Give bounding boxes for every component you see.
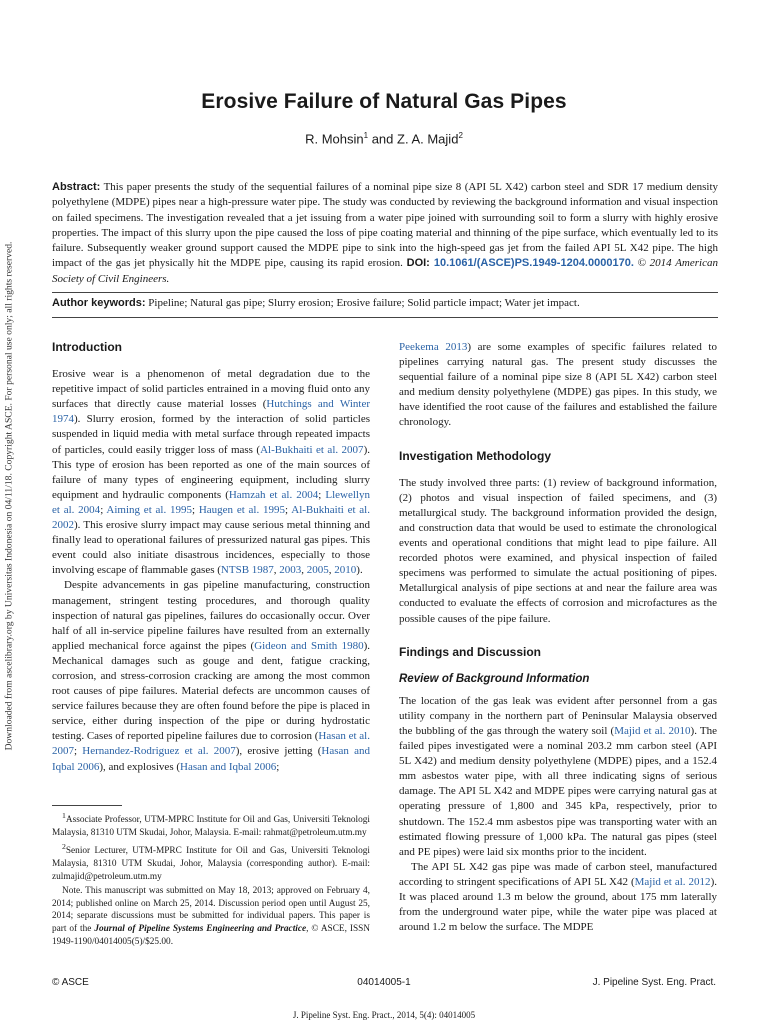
text: ;	[74, 745, 83, 758]
footnote-divider	[52, 805, 122, 806]
manuscript-note	[52, 885, 370, 948]
download-watermark	[2, 236, 16, 756]
copyright-notice: © 2014 American Society of Civil Engineers.	[52, 257, 718, 285]
citation-link[interactable]: Al-Bukhaiti et al. 2002	[52, 503, 370, 532]
author-line	[0, 131, 768, 146]
download-watermark-text: Downloaded from ascelibrary.org by Universitas Indonesia on 04/11/18. Copyright ASCE. For personal use only; all rights reserved.	[3, 241, 15, 751]
text: ;	[276, 760, 280, 773]
text: ). It was placed around 1.3 m below the ground, about 175 mm laterally from the underground water pipe, while the water pipe was placed at around 1.2 m below the surface. The MDPE	[399, 875, 717, 934]
author-keywords	[52, 297, 718, 309]
citation-link[interactable]: 2005	[306, 564, 329, 577]
text: ). This type of erosion has been reported as one of the main sources of failure of many types of engineering equipment, including slurry equipment and hydraulic components (	[52, 443, 370, 501]
page-citation: J. Pipeline Syst. Eng. Pract., 2014, 5(4): 04014005	[292, 1010, 476, 1020]
intro-paragraph-2	[52, 578, 370, 774]
text: ;	[285, 503, 292, 516]
text: Erosive wear is a phenomenon of metal degradation due to the repetitive impact of solid particles entrained in a moving fluid onto any surfaces that directly cause material losses (	[52, 368, 370, 411]
text: ). The failed pipes investigated were a nominal 203.2 mm carbon steel (API 5L X42) and medium density polyethylene (MDPE) pipes, and a 152.4 mm asbestos water pipe, with all three indicating signs of serious damage. The API 5L X42 and MDPE pipes were carrying natural gas at operating pressure of 1,800 and 345 kPa, respectively, prior to shutdown. The 152.4 mm asbestos pipe was transporting water with an estimated flowing pressure of 1,000 kPa. The natural gas pipes (steel and PE pipes) were laid six months prior to the incident.	[399, 724, 717, 858]
citation-link[interactable]: 2003	[279, 564, 302, 577]
footnote-2-marker: 2	[62, 842, 66, 852]
text: , © ASCE, ISSN 1949-1190/04014005(5)/$25.00.	[52, 923, 371, 947]
footnote-1-text: Associate Professor, UTM-MPRC Institute for Oil and Gas, Universiti Teknologi Malaysia, 81310 UTM Skudai, Johor, Malaysia. E-mail: rahmat@petroleum.utm.my	[52, 815, 370, 838]
citation-link[interactable]: Hernandez-Rodriguez et al. 2007	[82, 745, 236, 758]
text: The API 5L X42 gas pipe was made of carbon steel, manufactured according to stringent specifications of API 5L X42 (	[399, 860, 717, 888]
abstract-label: Abstract:	[52, 181, 101, 193]
text: ;	[100, 503, 107, 516]
citation-link[interactable]: Majid et al. 2012	[634, 875, 711, 888]
abstract-text: This paper presents the study of the sequential failures of a nominal pipe size 8 (API 5L X42) carbon steel and SDR 17 medium density polyethylene (MDPE) pipes near a high-pressure water pipe. The study was conducted by reviewing the background information and visual inspection on failed specimens. The investigation revealed that a jet issuing from a water pipe joined with surrounding soil to form a slurry with highly erosive properties. The impact of this slurry upon the pipe caused the loss of pipe coating material and thinning of the pipe surface, which eventually led to its failure. Subsequently weaker ground support caused the MDPE pipe to sink into the high-speed gas jet from the failed API 5L X42 pipe. The high impact of the gas jet physically hit the MDPE pipe, causing its rapid erosion.	[52, 181, 718, 270]
citation-link[interactable]: Hasan et al. 2007	[52, 730, 370, 758]
citation-link[interactable]: Hutchings and Winter 1974	[52, 398, 370, 426]
footnote-1	[52, 810, 370, 839]
review-paragraph-2	[399, 860, 717, 935]
footer-page-id: 04014005-1	[357, 977, 411, 988]
citation-link[interactable]: Al-Bukhaiti et al. 2007	[260, 443, 364, 456]
text: Despite advancements in gas pipeline manufacturing, construction management, stringent testing procedures, and thorough quality inspection of natural gas pipelines, failures do occasionally occur. Over half of all in-service pipeline failures have resulted from an externally applied mechanical force against the pipes (	[52, 579, 370, 652]
keywords-label: Author keywords:	[52, 297, 146, 309]
abstract	[52, 180, 718, 287]
doi-label: DOI:	[406, 257, 430, 270]
continued-paragraph	[399, 340, 717, 431]
keywords-divider	[52, 317, 718, 318]
citation-link[interactable]: Aiming et al. 1995	[106, 503, 192, 516]
text: ;	[192, 503, 199, 516]
text: Note. This manuscript was submitted on May 18, 2013; approved on February 4, 2014; published online on March 25, 2014. Discussion period open until August 25, 2014; separate discussions must be submitted for individual papers. This paper is part of the	[52, 886, 370, 934]
citation-link[interactable]: 2010	[334, 564, 357, 577]
text: ). Slurry erosion, formed by the interaction of solid particles suspended in liquid media with metal surface through repeated impacts of particles, could easily trigger loss of mass (	[52, 413, 370, 456]
text: ) are some examples of specific failures related to pipelines carrying natural gas. The present study discusses the sequential failure of a nominal pipe size 8 (API 5L X42) carbon steel and medium density polyethylene (MDPE) gas pipes. In this study, we have identified the root cause of the failures and established the failure chronology.	[399, 341, 717, 429]
citation-link[interactable]: Hasan and Iqbal 2006	[180, 760, 277, 773]
citation-link[interactable]: NTSB 1987	[220, 564, 274, 577]
footer-journal: J. Pipeline Syst. Eng. Pract.	[592, 977, 716, 988]
footnote-2	[52, 841, 370, 883]
article-title: Erosive Failure of Natural Gas Pipes	[201, 90, 567, 113]
text: ;	[318, 488, 326, 501]
right-column	[399, 340, 717, 935]
author-1: R. Mohsin	[305, 131, 364, 147]
citation-link[interactable]: Hamzah et al. 2004	[228, 488, 319, 501]
journal-name: Journal of Pipeline Systems Engineering and Practice	[94, 923, 307, 934]
footer-publisher: © ASCE	[52, 977, 89, 988]
review-paragraph-1	[399, 694, 717, 860]
methodology-paragraph: The study involved three parts: (1) review of background information, (2) photos and visual inspection of failed specimens, and (3) metallurgical study. The background information provided the design, and construction data that would be used to estimate the chronological events and operational conditions that might lead to pipe failure. All recorded photos were examined, and physical inspection of failed specimens was performed to simulate the actual positioning of pipes. Metallurgical analysis of pipe sections at and near the failure area was conducted to evaluate the effects of corrosion and microfactures as the possible causes of the pipe failure.	[399, 476, 717, 625]
citation-link[interactable]: Hasan and Iqbal 2006	[52, 745, 371, 773]
text: ,	[328, 564, 335, 577]
text: ), and explosives (	[99, 760, 181, 773]
text: ,	[301, 564, 307, 577]
text: ,	[273, 564, 280, 577]
footnote-1-marker: 1	[62, 811, 66, 820]
footnote-2-text: Senior Lecturer, UTM-MPRC Institute for Oil and Gas, Universiti Teknologi Malaysia, 81310 UTM Skudai, Johor, Malaysia (corresponding author). E-mail: zulmajid@petroleum.utm.my	[52, 846, 370, 882]
citation-link[interactable]: Gideon and Smith 1980	[254, 639, 364, 652]
text: ), erosive jetting (	[235, 745, 322, 758]
text: The location of the gas leak was evident after personnel from a gas utility company in the northern part of Peninsular Malaysia observed the bubbling of the gas through the watery soil (	[399, 694, 717, 737]
text: ).	[356, 564, 363, 577]
doi-link[interactable]: 10.1061/(ASCE)PS.1949-1204.0000170.	[429, 257, 634, 270]
left-column	[52, 340, 370, 775]
citation-link[interactable]: Haugen et al. 1995	[198, 503, 286, 516]
author-1-affil: 1	[363, 131, 369, 140]
author-2: Z. A. Majid	[397, 131, 459, 147]
section-heading-findings: Findings and Discussion	[399, 644, 542, 659]
citation-link[interactable]: Peekema 2013	[399, 341, 468, 353]
author-2-affil: 2	[458, 131, 463, 140]
text: ). Mechanical damages such as gouge and dent, fatigue cracking, corrosion, and stress-corrosion cracking are among the most common root causes of pipe failures. Material defects are uncommon causes of service failures because they are often found before the pipe is placed in service, either during inspection of the pipe or during hydrostatic testing. Cases of reported pipeline failures due to corrosion (	[52, 639, 370, 743]
text: ). This erosive slurry impact may cause serious metal thinning and finally lead to operational failures of pressurized natural gas pipes. This event could also initiate disastrous incidences, especially to those involving escape of flammable gases (	[52, 519, 370, 577]
subsection-heading-review: Review of Background Information	[399, 672, 590, 685]
intro-paragraph-1	[52, 367, 370, 578]
section-heading-introduction: Introduction	[52, 340, 122, 354]
section-heading-methodology: Investigation Methodology	[399, 448, 551, 463]
footnotes	[52, 810, 370, 950]
abstract-divider	[52, 292, 718, 293]
citation-link[interactable]: Majid et al. 2010	[614, 724, 691, 737]
keywords-text: Pipeline; Natural gas pipe; Slurry erosion; Erosive failure; Solid particle impact; Water jet impact.	[145, 297, 580, 309]
author-conjunction: and	[368, 131, 398, 147]
citation-link[interactable]: Llewellyn et al. 2004	[52, 488, 370, 516]
